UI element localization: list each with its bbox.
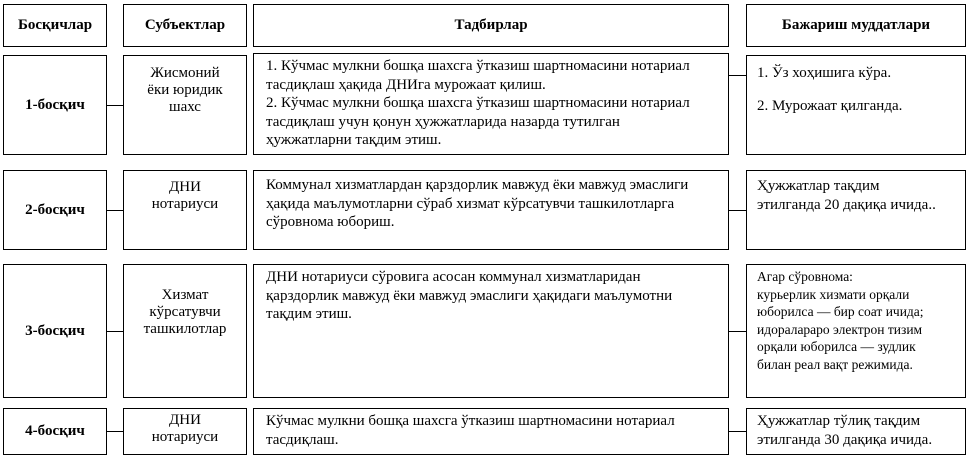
actions-1-deadline-connector bbox=[729, 75, 746, 76]
subject-1-box bbox=[123, 55, 247, 155]
deadline-1-line-1: 1. Ўз хоҳишига кўра. bbox=[757, 65, 892, 81]
actions-4-line-1: Кўчмас мулкни бошқа шахсга ўтказиш шартномасини нотариал bbox=[266, 413, 675, 429]
stage-2-subject-connector bbox=[107, 210, 123, 211]
actions-4-deadline-connector bbox=[729, 431, 746, 432]
actions-2-line-2: ҳақида маълумотларни сўраб хизмат кўрсатувчи ташкилотларга bbox=[266, 195, 675, 212]
header-subjects bbox=[123, 4, 247, 47]
header-deadlines bbox=[746, 4, 966, 47]
subject-4-box bbox=[123, 408, 247, 455]
stage-1-subject-connector bbox=[107, 105, 123, 106]
header-actions bbox=[253, 4, 729, 47]
actions-3-deadline-connector bbox=[729, 331, 746, 332]
deadline-1-box bbox=[746, 55, 966, 155]
subject-3-line-2: кўрсатувчи bbox=[149, 303, 221, 320]
stage-3-label: 3-босқич bbox=[25, 322, 85, 339]
header-stages-label: Босқичлар bbox=[17, 17, 93, 33]
stage-1-box bbox=[3, 55, 107, 155]
actions-1-line-5: ҳужжатларни тақдим этиш. bbox=[266, 132, 442, 148]
stage-2-box bbox=[3, 170, 107, 250]
deadline-4-box bbox=[746, 408, 966, 455]
actions-2-line-3: сўровнома юбориш. bbox=[266, 214, 395, 230]
deadline-3-line-2: курьерлик хизмати орқали bbox=[757, 286, 910, 302]
subject-2-line-1: ДНИ bbox=[169, 179, 201, 195]
subject-3-line-3: ташкилотлар bbox=[143, 320, 227, 337]
deadline-3-line-4: идоралараро электрон тизим bbox=[757, 321, 923, 337]
stage-4-label: 4-босқич bbox=[25, 423, 85, 439]
deadline-3-line-5: орқали юборилса — зудлик bbox=[757, 339, 916, 354]
deadline-3-box bbox=[746, 264, 966, 398]
header-subjects-label: Субъектлар bbox=[144, 17, 226, 33]
actions-1-line-1: 1. Кўчмас мулкни бошқа шахсга ўтказиш шартномасини нотариал bbox=[266, 58, 690, 74]
stage-3-subject-connector bbox=[107, 331, 123, 332]
actions-3-box bbox=[253, 264, 729, 398]
stage-1-label: 1-босқич bbox=[25, 96, 85, 113]
stage-3-box bbox=[3, 264, 107, 398]
subject-2-line-2: нотариуси bbox=[151, 196, 219, 212]
subject-1-text bbox=[147, 65, 222, 116]
actions-4-line-2: тасдиқлаш. bbox=[266, 431, 339, 448]
actions-2-line-1: Коммунал хизматлардан қарздорлик мавжуд ёки мавжуд эмаслиги bbox=[266, 177, 689, 193]
deadline-2-line-2: этилганда 20 дақиқа ичида.. bbox=[757, 196, 936, 213]
subject-1-line-2: ёки юридик bbox=[147, 81, 223, 98]
deadline-4-line-2: этилганда 30 дақиқа ичида. bbox=[757, 431, 933, 448]
header-deadlines-label: Бажариш муддатлари bbox=[781, 17, 931, 33]
subject-4-line-2: нотариуси bbox=[151, 428, 219, 445]
stage-2-label: 2-босқич bbox=[25, 201, 85, 218]
subject-4-line-1: ДНИ bbox=[169, 411, 201, 428]
actions-1-line-3: 2. Кўчмас мулкни бошқа шахсга ўтказиш шартномасини нотариал bbox=[266, 95, 690, 111]
actions-3-line-2: қарздорлик мавжуд ёки мавжуд эмаслиги ҳақидаги маълумотни bbox=[266, 287, 673, 304]
header-stages bbox=[3, 4, 107, 47]
subject-3-text bbox=[144, 287, 227, 338]
deadline-3-line-1: Агар сўровнома: bbox=[757, 269, 853, 284]
subject-2-text bbox=[152, 179, 218, 213]
stage-4-box bbox=[3, 408, 107, 455]
actions-2-deadline-connector bbox=[729, 210, 746, 211]
header-actions-label: Тадбирлар bbox=[454, 17, 528, 33]
subject-1-line-3: шахс bbox=[169, 98, 201, 115]
actions-1-box bbox=[253, 53, 729, 155]
actions-2-box bbox=[253, 170, 729, 250]
subject-1-line-1: Жисмоний bbox=[150, 64, 220, 81]
subject-2-box bbox=[123, 170, 247, 250]
deadline-3-line-3: юборилса — бир соат ичида; bbox=[757, 304, 924, 319]
subject-3-box bbox=[123, 264, 247, 398]
actions-1-line-2: тасдиқлаш ҳақида ДНИга мурожаат қилиш. bbox=[266, 76, 546, 93]
actions-3-line-1: ДНИ нотариуси сўровига асосан коммунал хизматларидан bbox=[266, 269, 641, 285]
deadline-4-line-1: Ҳужжатлар тўлиқ тақдим bbox=[757, 413, 921, 429]
deadline-3-line-6: билан реал вақт режимида. bbox=[757, 356, 913, 372]
stage-4-subject-connector bbox=[107, 431, 123, 432]
subject-4-text bbox=[152, 412, 218, 446]
deadline-1-line-2: 2. Мурожаат қилганда. bbox=[757, 97, 903, 114]
actions-1-line-4: тасдиқлаш учун қонун ҳужжатларида назарда тутилган bbox=[266, 113, 620, 130]
deadline-2-box bbox=[746, 170, 966, 250]
actions-3-line-3: тақдим этиш. bbox=[266, 306, 352, 322]
subject-3-line-1: Хизмат bbox=[161, 286, 209, 303]
actions-4-box bbox=[253, 408, 729, 455]
deadline-2-line-1: Ҳужжатлар тақдим bbox=[757, 178, 880, 194]
